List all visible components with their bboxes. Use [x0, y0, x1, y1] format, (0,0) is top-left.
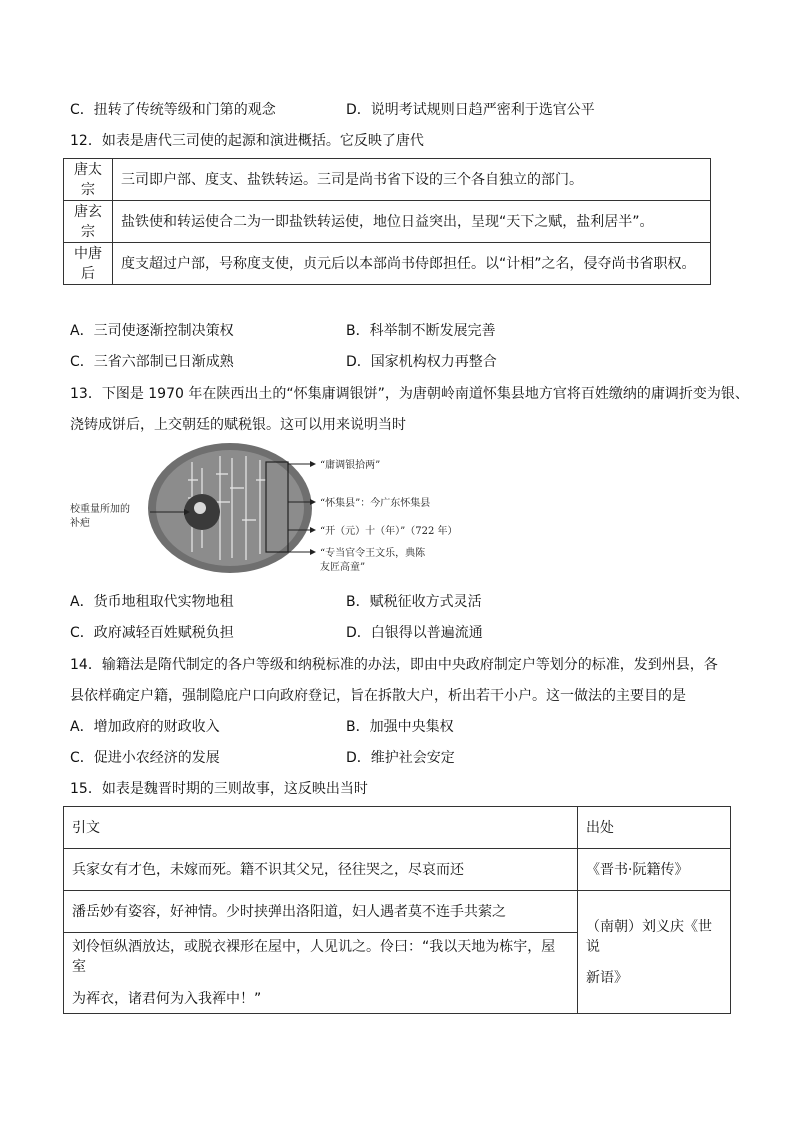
table-cell-text: 盐铁使和转运使合二为一即盐铁转运使，地位日益突出，呈现“天下之赋，盐利居半”。	[113, 201, 711, 243]
q11-option-d[interactable]: D．说明考试规则日趋严密利于选官公平	[346, 102, 595, 118]
q13-stem-line-1: 13．下图是 1970 年在陕西出土的“怀集庸调银饼”，为唐朝岭南道怀集县地方官将百姓缴纳的庸调折变为银、	[70, 386, 749, 402]
table-row	[64, 891, 731, 933]
table-row	[64, 201, 711, 243]
q13-option-a[interactable]: A．货币地租取代实物地租	[70, 594, 234, 610]
table-cell-text: 三司即户部、度支、盐铁转运。三司是尚书省下设的三个各自独立的部门。	[113, 159, 711, 201]
silver-cake-illustration	[70, 440, 490, 580]
q14-options-row-ab	[70, 717, 750, 737]
table-cell-era: 唐太宗	[64, 159, 113, 201]
q12-options-row-cd	[70, 352, 750, 372]
patch-label-line-2: 补疤	[70, 518, 90, 529]
row3-quote-line-2: 为裈衣，诸君何为入我裈中！”	[72, 991, 262, 1007]
q12-options-row-ab	[70, 321, 750, 341]
row2-quote: 潘岳妙有姿容，好神情。少时挟弹出洛阳道，妇人遇者莫不连手共萦之	[64, 891, 578, 933]
table-cell-era: 唐玄宗	[64, 201, 113, 243]
q15-table	[63, 806, 731, 1014]
silver-cake-face	[156, 450, 304, 566]
q12-option-d[interactable]: D．国家机构权力再整合	[346, 354, 497, 370]
row1-source: 《晋书·阮籍传》	[578, 849, 731, 891]
callout-1: “庸调银拾两”	[320, 460, 381, 471]
q14-options-row-cd	[70, 748, 750, 768]
q14-stem-line-1: 14．输籍法是隋代制定的各户等级和纳税标准的办法，即由中央政府制定户等划分的标准，发到州县，各	[70, 657, 718, 673]
q15-stem: 15．如表是魏晋时期的三则故事，这反映出当时	[70, 781, 368, 797]
patch-highlight	[194, 502, 206, 514]
q14-option-a[interactable]: A．增加政府的财政收入	[70, 719, 220, 735]
q13-options-row-ab	[70, 592, 750, 612]
table-cell-era: 中唐后	[64, 243, 113, 285]
silver-cake-figure	[70, 440, 490, 580]
q12-option-b[interactable]: B．科举制不断发展完善	[346, 323, 496, 339]
q14-option-d[interactable]: D．维护社会安定	[346, 750, 455, 766]
row3-quote-line-1: 刘伶恒纵酒放达，或脱衣裸形在屋中，人见讥之。伶曰：“我以天地为栋宇，屋室	[72, 939, 556, 975]
row23-source-line-1: （南朝）刘义庆《世说	[586, 918, 712, 955]
row23-source-line-2: 新语》	[586, 969, 628, 986]
table-row	[64, 243, 711, 285]
q11-options-row-cd	[70, 100, 750, 120]
callout-4-line-2: 友匠高童”	[320, 562, 366, 573]
q12-stem: 12．如表是唐代三司使的起源和演进概括。它反映了唐代	[70, 133, 424, 149]
q14-option-c[interactable]: C．促进小农经济的发展	[70, 750, 220, 766]
table-header-row	[64, 807, 731, 849]
row3-quote	[64, 933, 578, 1014]
patch-label-line-1: 校重量所加的	[70, 504, 130, 515]
q12-option-a[interactable]: A．三司使逐渐控制决策权	[70, 323, 234, 339]
table-row	[64, 849, 731, 891]
q14-stem-line-2: 县依样确定户籍，强制隐庇户口向政府登记，旨在拆散大户，析出若干小户。这一做法的主要目的是	[70, 688, 686, 704]
q12-option-c[interactable]: C．三省六部制已日渐成熟	[70, 354, 234, 370]
header-quote: 引文	[64, 807, 578, 849]
q13-stem-line-2: 浇铸成饼后，上交朝廷的赋税银。这可以用来说明当时	[70, 417, 406, 433]
q11-option-c[interactable]: C．扭转了传统等级和门第的观念	[70, 102, 276, 118]
q12-table	[63, 158, 711, 285]
callout-4-line-1: “专当官令王文乐，典陈	[320, 548, 426, 559]
q13-option-b[interactable]: B．赋税征收方式灵活	[346, 594, 482, 610]
table-cell-text: 度支超过户部，号称度支使，贞元后以本部尚书侍郎担任。以“计相”之名，侵夺尚书省职权。	[113, 243, 711, 285]
q13-option-c[interactable]: C．政府减轻百姓赋税负担	[70, 625, 234, 641]
row1-quote: 兵家女有才色，未嫁而死。籍不识其父兄，径往哭之，尽哀而还	[64, 849, 578, 891]
callout-2: “怀集县”：今广东怀集县	[320, 498, 431, 509]
q14-option-b[interactable]: B．加强中央集权	[346, 719, 454, 735]
table-row	[64, 159, 711, 201]
q13-options-row-cd	[70, 623, 750, 643]
q13-option-d[interactable]: D．白银得以普遍流通	[346, 625, 483, 641]
header-source: 出处	[578, 807, 731, 849]
callout-3: “开（元）十（年）”（722 年）	[320, 526, 458, 537]
row23-source	[578, 891, 731, 1014]
